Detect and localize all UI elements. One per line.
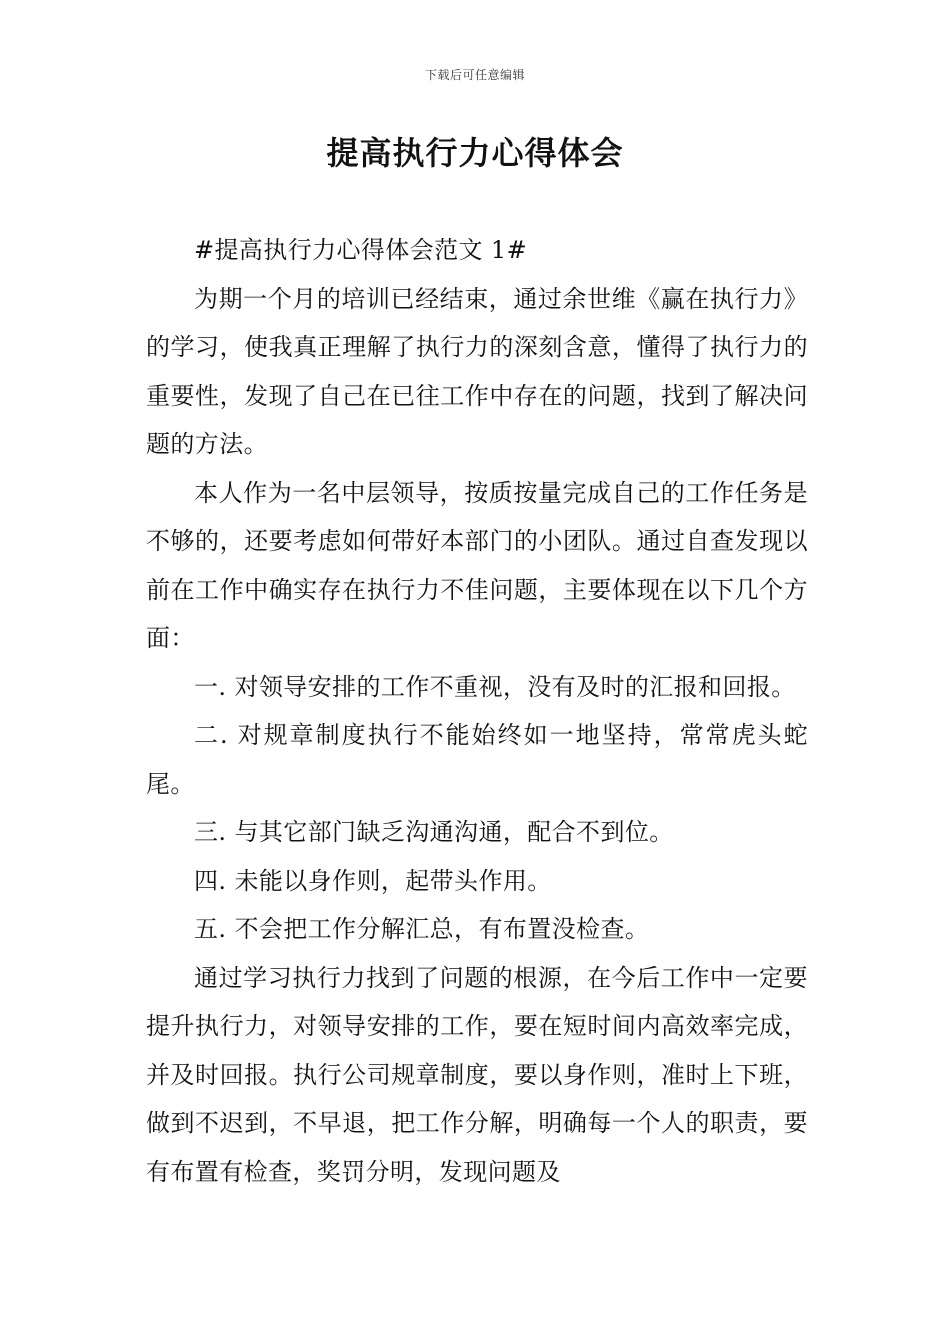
section-heading: #提高执行力心得体会范文 1# xyxy=(194,236,528,264)
list-item-2: 二. 对规章制度执行不能始终如一地坚持，常常虎头蛇尾。 xyxy=(146,721,808,798)
list-item-3: 三. 与其它部门缺乏沟通沟通，配合不到位。 xyxy=(194,818,674,846)
document-body xyxy=(146,226,808,1196)
paragraph-conclusion: 通过学习执行力找到了问题的根源，在今后工作中一定要提升执行力，对领导安排的工作，要在短时间内高效率完成，并及时回报。执行公司规章制度，要以身作则，准时上下班，做到不迟到，不早退，把工作分解，明确每一个人的职责，要有布置有检查，奖罚分明，发现问题及 xyxy=(146,963,808,1186)
paragraph-self-review: 本人作为一名中层领导，按质按量完成自己的工作任务是不够的，还要考虑如何带好本部门的小团队。通过自查发现以前在工作中确实存在执行力不佳问题，主要体现在以下几个方面： xyxy=(146,478,808,652)
paragraph-intro: 为期一个月的培训已经结束，通过余世维《赢在执行力》的学习，使我真正理解了执行力的深刻含意，懂得了执行力的重要性，发现了自己在已往工作中存在的问题，找到了解决问题的方法。 xyxy=(146,284,808,458)
list-item-5: 五. 不会把工作分解汇总，有布置没检查。 xyxy=(194,915,650,943)
list-item-1: 一. 对领导安排的工作不重视，没有及时的汇报和回报。 xyxy=(194,672,796,701)
document-title: 提高执行力心得体会 xyxy=(326,134,624,172)
page-header-note: 下载后可任意编辑 xyxy=(424,68,525,82)
list-item-4: 四. 未能以身作则，起带头作用。 xyxy=(194,866,552,895)
